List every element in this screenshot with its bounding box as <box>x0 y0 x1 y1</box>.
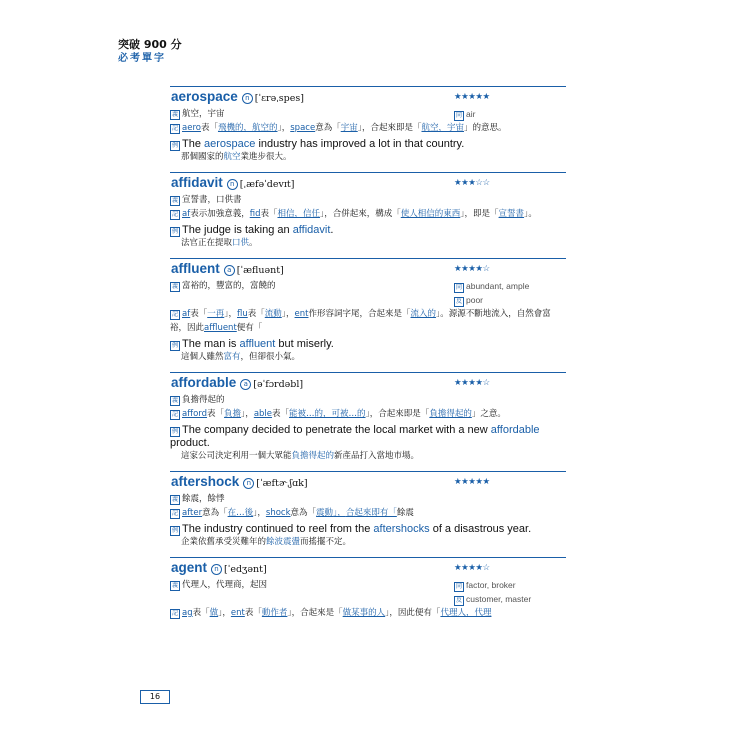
memo-line: 記 af表示加強意義，fid表「相信，信任」，合併起來，構成「使人相信的東西」，即是「宣誓書」。 <box>171 209 537 219</box>
page-number: 16 <box>140 690 170 704</box>
memo-icon: 記 <box>171 610 178 617</box>
example-translation: 那個國家的航空業進步很大。 <box>181 152 292 162</box>
example-sentence: 例 The company decided to penetrate the local market with a new affordable product. <box>170 424 540 449</box>
example-icon: 例 <box>171 528 178 534</box>
headword: affordable a [əˈfɔrdəbl] <box>171 375 304 390</box>
pos-badge: n <box>211 564 222 575</box>
entry-affluent <box>170 258 566 364</box>
antonym-icon: 反 <box>455 299 462 305</box>
entry-aerospace <box>170 86 566 164</box>
meaning-icon: 義 <box>171 111 178 118</box>
synonym: 同 factor, broker <box>455 580 516 590</box>
frequency-stars: ★★★★☆ <box>454 378 490 388</box>
meaning-icon: 義 <box>171 582 178 589</box>
pos-badge: n <box>227 179 238 190</box>
synonym-icon: 同 <box>455 584 462 590</box>
example-sentence: 例 The man is affluent but miserly. <box>171 338 334 350</box>
headword: agent n [ˈedʒənt] <box>171 560 267 575</box>
phonetic: [ˈæfluənt] <box>236 265 284 276</box>
example-sentence: 例 The judge is taking an affidavit. <box>171 224 334 236</box>
meaning-icon: 義 <box>171 496 178 503</box>
synonym-icon: 同 <box>455 285 462 291</box>
example-icon: 例 <box>171 343 178 349</box>
entry-list <box>170 86 566 620</box>
phonetic: [əˈfɔrdəbl] <box>253 379 304 390</box>
memo-icon: 記 <box>171 311 178 318</box>
pos-badge: n <box>242 93 253 104</box>
memo-line: 記 aero表「飛機的，航空的」，space意為「宇宙」，合起來即是「航空，宇宙」的意思。 <box>171 123 507 133</box>
synonym: 同 air <box>455 109 476 119</box>
example-icon: 例 <box>171 429 178 435</box>
memo-line: 記 after意為「在…後」，shock意為「震動」，合起來即有「餘震 <box>171 508 414 518</box>
frequency-stars: ★★★★★ <box>454 92 490 102</box>
memo-line: 記 ag表「做」，ent表「動作者」，合起來是「做某事的人」，因此便有「代理人，代理 <box>171 608 492 618</box>
memo-icon: 記 <box>171 125 178 132</box>
divider <box>170 557 566 558</box>
example-icon: 例 <box>171 143 178 149</box>
meaning-line: 義 負擔得起的 <box>171 395 225 405</box>
antonym-icon: 反 <box>455 598 462 604</box>
meaning-icon: 義 <box>171 397 178 404</box>
antonym-line <box>170 293 566 307</box>
example-sentence: 例 The aerospace industry has improved a lot in that country. <box>171 138 465 150</box>
example-translation: 這家公司決定利用一個大眾能負擔得起的新產品打入當地市場。 <box>181 451 420 461</box>
meaning-icon: 義 <box>171 283 178 290</box>
pos-badge: n <box>243 478 254 489</box>
meaning-line: 義 代理人，代理商，起因 同 factor, broker <box>171 580 516 590</box>
memo-line: 記 afford表「負擔」，able表「能被…的，可被…的」，合起來即是「負擔得起的」之意。 <box>171 409 506 419</box>
phonetic: [ˈɛrəˌspes] <box>254 93 304 104</box>
memo-icon: 記 <box>171 211 178 218</box>
entry-affordable <box>170 372 566 463</box>
frequency-stars: ★★★☆☆ <box>454 178 490 188</box>
frequency-stars: ★★★★☆ <box>454 264 490 274</box>
phonetic: [ˈedʒənt] <box>224 564 267 575</box>
book-header <box>118 38 182 65</box>
memo-icon: 記 <box>171 411 178 418</box>
example-translation: 這個人雖然富有，但卻很小氣。 <box>181 352 301 362</box>
antonym: 反 poor <box>455 295 484 305</box>
book-subtitle: 必考單字 <box>118 53 166 64</box>
entry-affidavit <box>170 172 566 250</box>
entry-aftershock <box>170 471 566 549</box>
frequency-stars: ★★★★★ <box>454 477 490 487</box>
memo-line: 記 af表「一再」，flu表「流動」，ent作形容詞字尾，合起來是「流入的」。源源不斷地流入，自然會富裕，因此affluent便有「 <box>170 309 551 333</box>
meaning-icon: 義 <box>171 197 178 204</box>
antonym-line <box>170 592 566 606</box>
divider <box>170 172 566 173</box>
pos-badge: a <box>240 379 251 390</box>
example-icon: 例 <box>171 229 178 235</box>
meaning-line: 義 宣誓書，口供書 <box>171 195 242 205</box>
meaning-line: 義 富裕的，豐富的，富饒的 同 abundant, ample <box>171 281 530 291</box>
divider <box>170 258 566 259</box>
memo-icon: 記 <box>171 510 178 517</box>
divider <box>170 86 566 87</box>
phonetic: [ˈæftɚˌʃɑk] <box>256 478 308 489</box>
book-title: 突破 900 分 <box>118 38 182 51</box>
headword: aftershock n [ˈæftɚˌʃɑk] <box>171 474 308 489</box>
entry-agent <box>170 557 566 620</box>
headword: affidavit n [ˌæfəˈdevɪt] <box>171 175 295 190</box>
meaning-line: 義 航空，宇宙 同 air <box>171 109 476 119</box>
synonym: 同 abundant, ample <box>455 281 530 291</box>
divider <box>170 471 566 472</box>
headword: aerospace n [ˈɛrəˌspes] <box>171 89 304 104</box>
frequency-stars: ★★★★☆ <box>454 563 490 573</box>
example-sentence: 例 The industry continued to reel from the aftershocks of a disastrous year. <box>171 523 532 535</box>
headword: affluent a [ˈæfluənt] <box>171 261 284 276</box>
phonetic: [ˌæfəˈdevɪt] <box>239 179 295 190</box>
divider <box>170 372 566 373</box>
antonym: 反 customer, master <box>455 594 532 604</box>
synonym-icon: 同 <box>455 113 462 119</box>
example-translation: 法官正在提取口供。 <box>181 238 258 248</box>
pos-badge: a <box>224 265 235 276</box>
example-translation: 企業依舊承受災難年的餘波震盪而搖擺不定。 <box>181 537 352 547</box>
meaning-line: 義 餘震，餘悸 <box>171 494 225 504</box>
